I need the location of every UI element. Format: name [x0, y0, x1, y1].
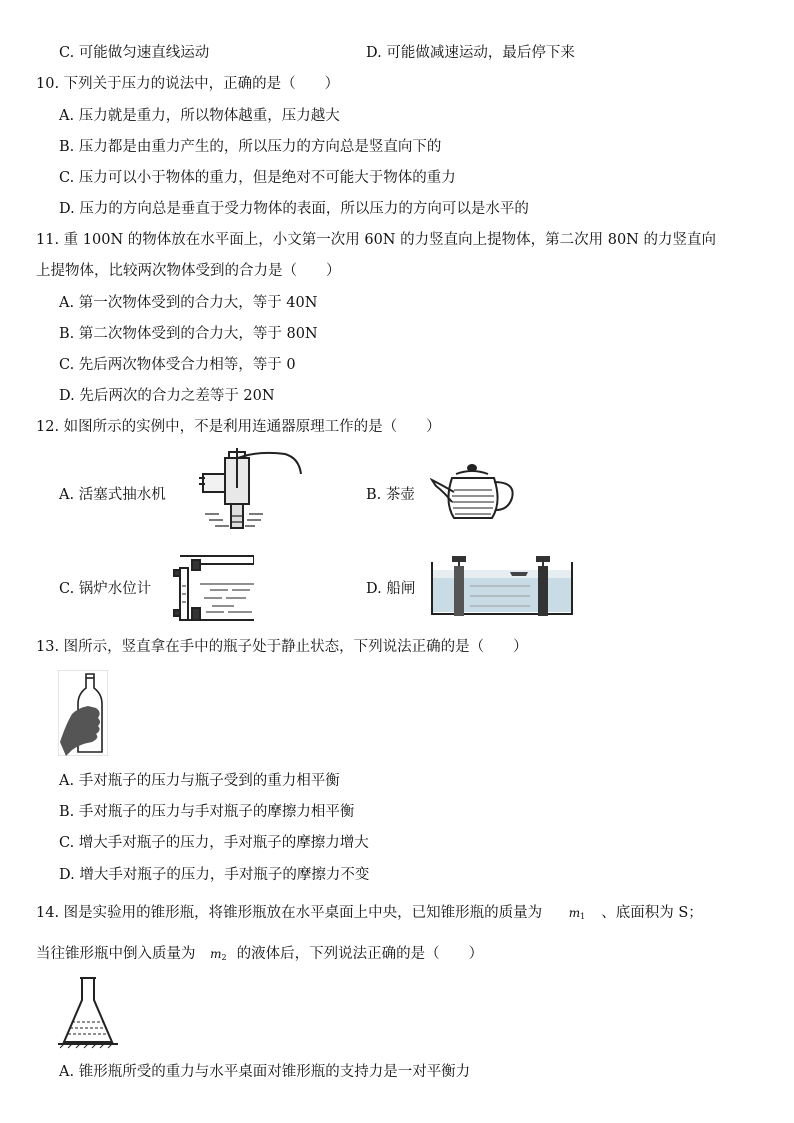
q14-stem-line2: [36, 944, 483, 968]
q12-option-b: B. 茶壶: [366, 487, 415, 503]
q14-stem1-text: 14. 图是实验用的锥形瓶，将锥形瓶放在水平桌面上中央，已知锥形瓶的质量为: [36, 905, 543, 921]
q13-option-c: C. 增大手对瓶子的压力，手对瓶子的摩擦力增大: [59, 835, 369, 851]
boiler-water-gauge-figure: [170, 550, 254, 626]
teapot-figure: [430, 462, 518, 528]
q14-stem2-tail: 的液体后，下列说法正确的是（ ）: [236, 946, 484, 962]
q10-option-c: C. 压力可以小于物体的重力，但是绝对不可能大于物体的重力: [59, 170, 456, 186]
q11-option-b: B. 第二次物体受到的合力大，等于 80N: [59, 326, 318, 342]
hand-holding-bottle-figure: [58, 670, 108, 756]
q10-option-a: A. 压力就是重力，所以物体越重，压力越大: [59, 108, 340, 124]
q14-option-a: A. 锥形瓶所受的重力与水平桌面对锥形瓶的支持力是一对平衡力: [59, 1064, 471, 1080]
q12-option-a: A. 活塞式抽水机: [59, 487, 166, 503]
q12-option-c: C. 锅炉水位计: [59, 581, 152, 597]
q12-stem: 12. 如图所示的实例中，不是利用连通器原理工作的是（ ）: [36, 419, 441, 435]
q9-option-c: C. 可能做匀速直线运动: [59, 45, 210, 61]
q14-m1-subscript: 1: [580, 912, 586, 921]
q13-stem: 13. 图所示，竖直拿在手中的瓶子处于静止状态，下列说法正确的是（ ）: [36, 639, 528, 655]
piston-pump-figure: [185, 448, 303, 534]
q11-option-c: C. 先后两次物体受合力相等，等于 0: [59, 357, 296, 373]
q10-option-d: D. 压力的方向总是垂直于受力物体的表面，所以压力的方向可以是水平的: [59, 201, 529, 217]
q14-m1-symbol: m: [568, 906, 581, 920]
q13-option-a: A. 手对瓶子的压力与瓶子受到的重力相平衡: [59, 773, 340, 789]
q9-option-d: D. 可能做减速运动，最后停下来: [366, 45, 575, 61]
ship-lock-figure: [430, 552, 574, 622]
q13-option-b: B. 手对瓶子的压力与手对瓶子的摩擦力相平衡: [59, 804, 355, 820]
q11-option-a: A. 第一次物体受到的合力大，等于 40N: [59, 295, 318, 311]
q14-m2-symbol: m: [210, 947, 222, 961]
q10-stem: 10. 下列关于压力的说法中，正确的是（ ）: [36, 76, 340, 92]
q11-option-d: D. 先后两次的合力之差等于 20N: [59, 388, 275, 404]
q12-option-d: D. 船闸: [366, 581, 416, 597]
q13-option-d: D. 增大手对瓶子的压力，手对瓶子的摩擦力不变: [59, 867, 370, 883]
q14-stem-line1: [36, 903, 703, 927]
q10-option-b: B. 压力都是由重力产生的，所以压力的方向总是竖直向下的: [59, 139, 442, 155]
q14-stem1-tail: 、底面积为 S；: [601, 905, 703, 921]
conical-flask-figure: [58, 976, 118, 1052]
q11-stem-line1: 11. 重 100N 的物体放在水平面上，小文第一次用 60N 的力竖直向上提物体，第二次用 80N 的力竖直向: [36, 232, 716, 248]
q11-stem-line2: 上提物体，比较两次物体受到的合力是（ ）: [36, 263, 341, 279]
q14-stem2-text: 当往锥形瓶中倒入质量为: [36, 946, 196, 962]
q14-m2-subscript: 2: [221, 953, 227, 962]
